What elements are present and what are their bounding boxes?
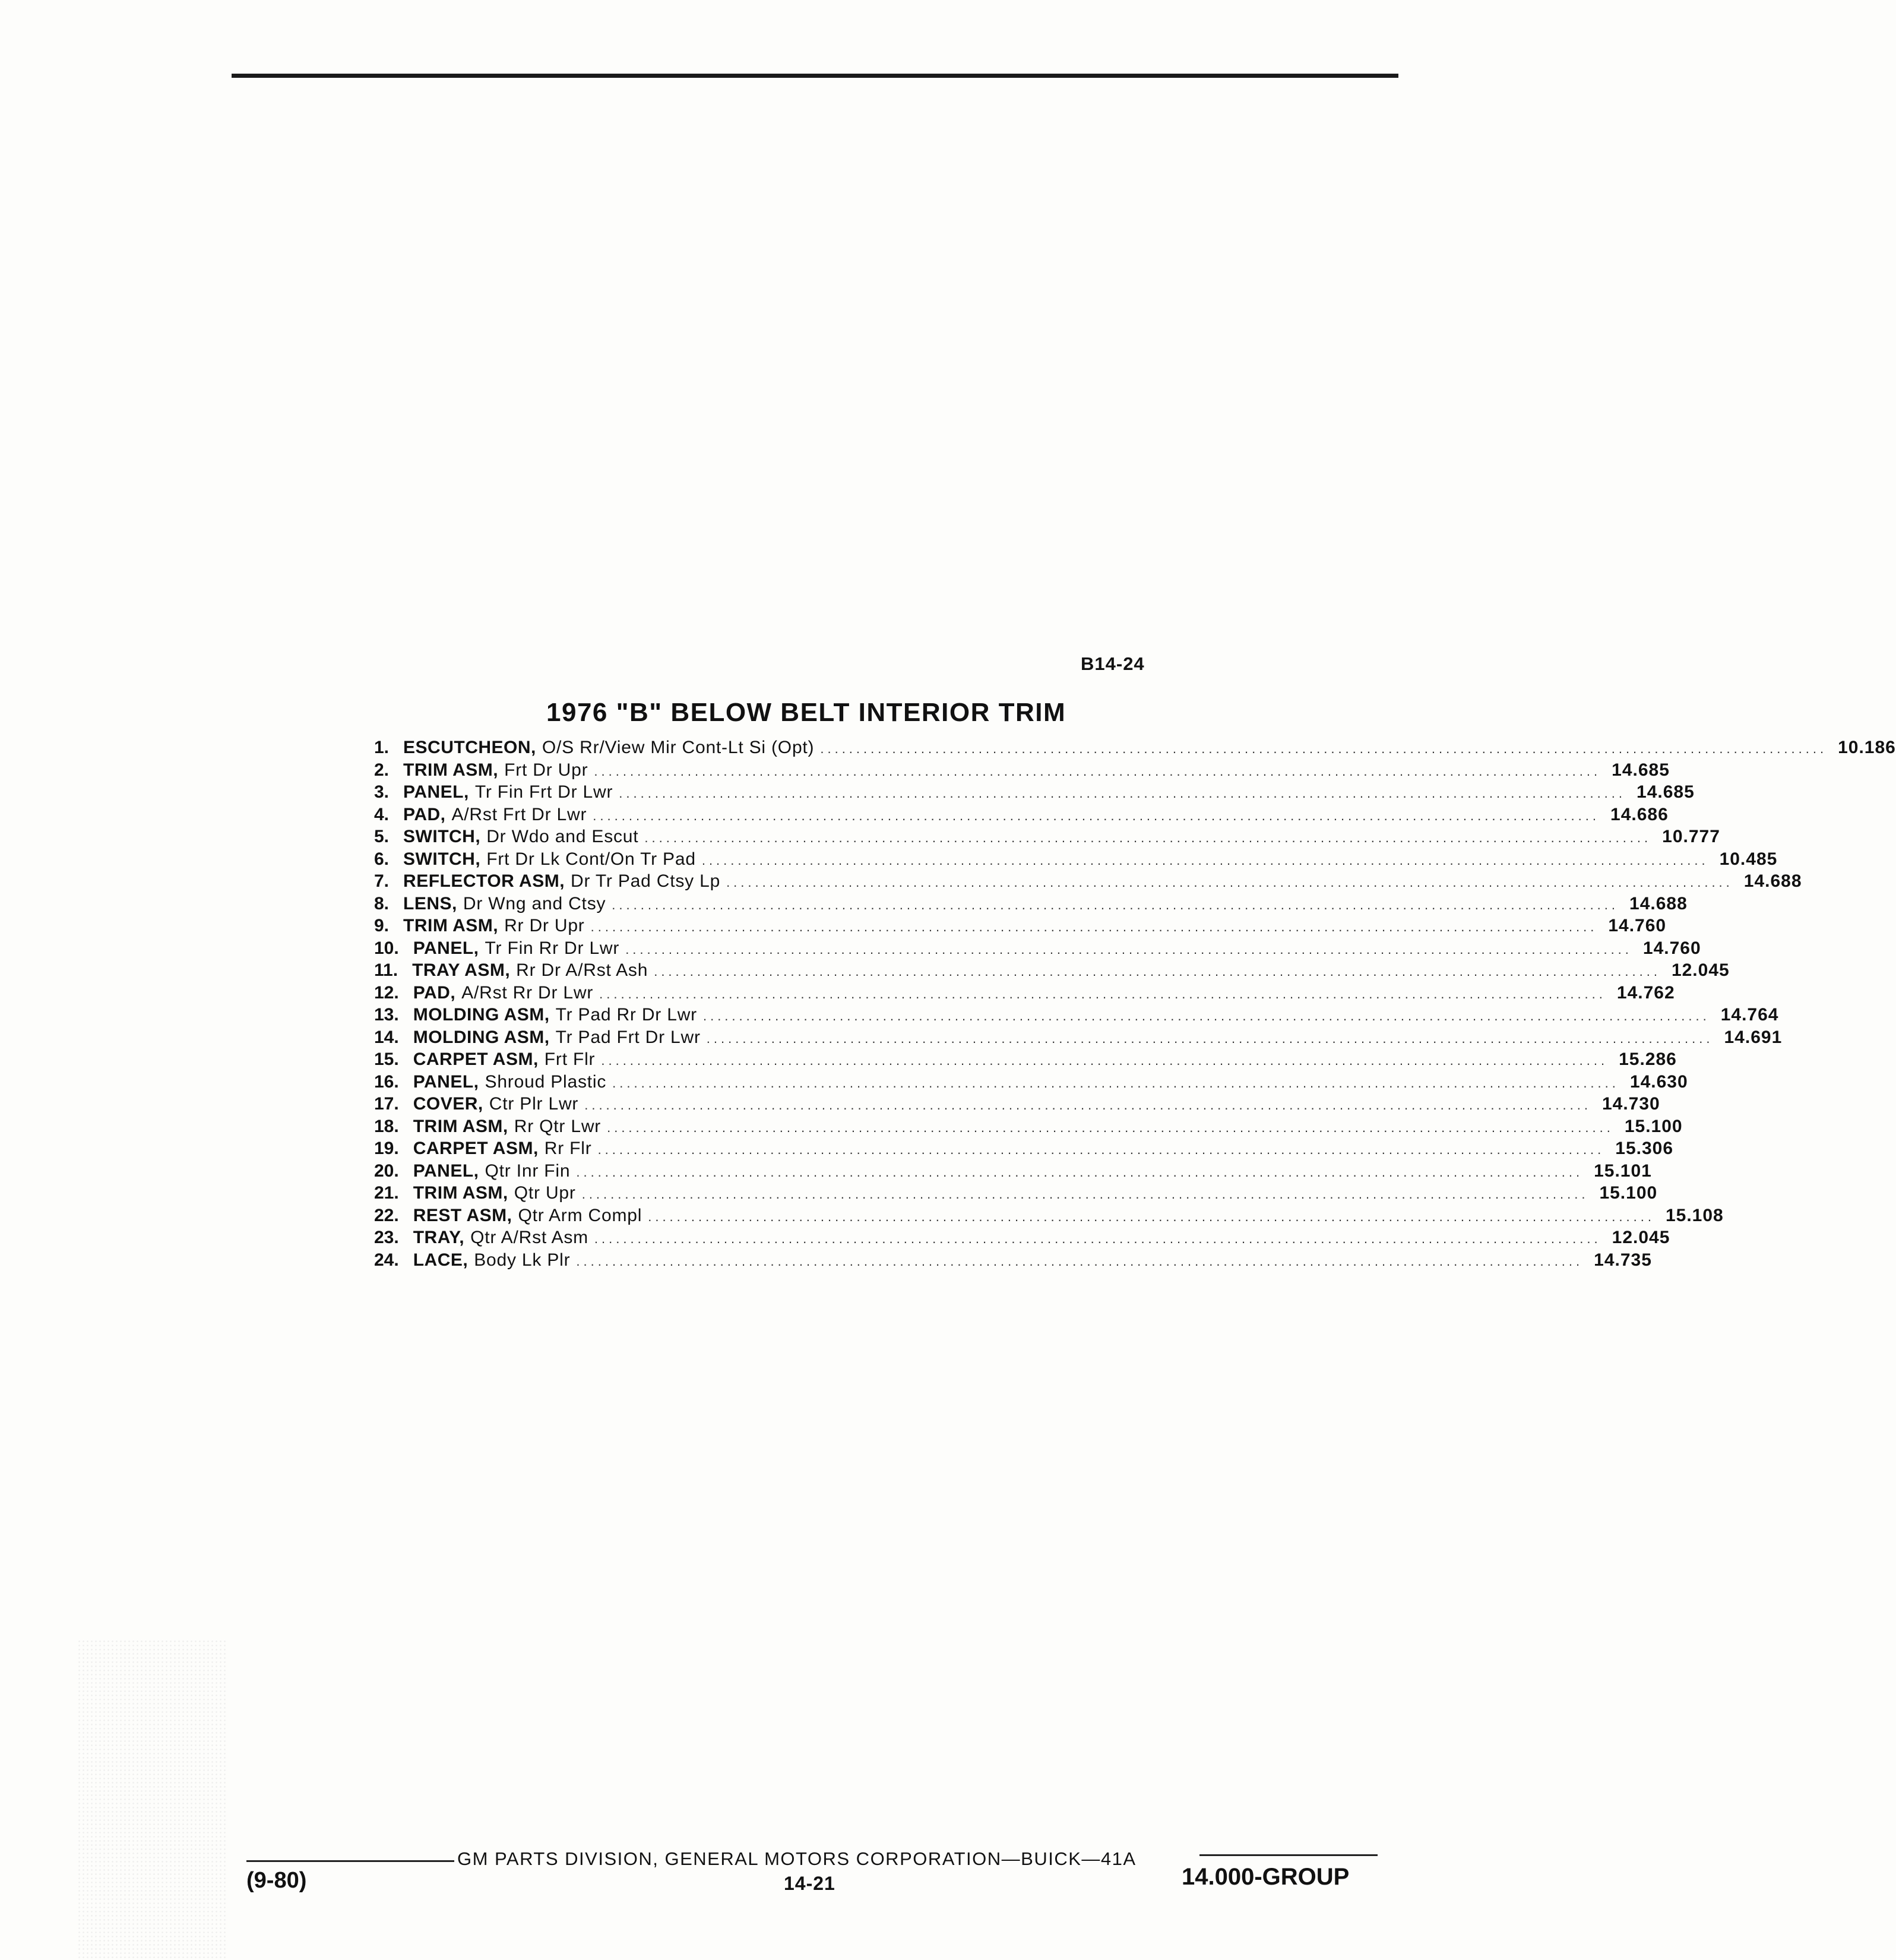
group-code: 14.000-GROUP [1182,1864,1350,1890]
item-number: 20. [374,1161,399,1181]
reference-number: 14.630 [1629,1071,1688,1092]
item-number: 6. [374,849,390,869]
part-description: Rr Dr Upr [504,916,585,935]
part-name: PANEL, [413,938,479,958]
reference-number: 12.045 [1612,1228,1670,1247]
item-number: 22. [374,1205,399,1225]
list-item [374,826,1720,848]
item-number: 17. [374,1094,399,1114]
page-number: 14-21 [784,1873,835,1894]
item-number: 13. [374,1005,399,1025]
list-item [374,1137,1674,1160]
item-number: 16. [374,1071,399,1092]
leader-dots: ............................................................................................................................................ [820,741,1828,756]
leader-dots: ............................................................................................................................................ [597,1142,1605,1157]
item-number: 7. [374,871,390,891]
part-name: REFLECTOR ASM, [403,871,565,891]
list-item [374,1160,1652,1183]
reference-number: 14.685 [1637,782,1695,802]
part-description: Dr Wng and Ctsy [463,893,606,913]
part-name: COVER, [413,1094,483,1114]
list-item [374,1226,1670,1249]
leader-dots: ............................................................................................................................................ [601,1053,1609,1068]
part-name: LACE, [413,1250,469,1270]
parts-list [374,736,1896,1271]
leader-dots: ............................................................................................................................................ [576,1164,1584,1180]
reference-number: 14.685 [1612,760,1670,780]
part-description: Rr Dr A/Rst Ash [516,960,648,980]
part-name: PANEL, [413,1161,479,1181]
leader-dots: ............................................................................................................................................ [590,919,1598,934]
part-name: CARPET ASM, [413,1139,539,1158]
leader-dots: ............................................................................................................................................ [584,1098,1591,1112]
item-number: 4. [374,804,390,824]
item-number: 8. [374,893,390,913]
list-item [374,848,1778,871]
leader-dots: ............................................................................................................................................ [619,786,1626,801]
part-description: Qtr Inr Fin [485,1161,571,1181]
part-description: A/Rst Frt Dr Lwr [451,804,587,824]
reference-number: 14.762 [1616,982,1675,1003]
reference-number: 14.760 [1642,938,1701,958]
reference-number: 14.760 [1608,916,1667,935]
part-description: Rr Flr [544,1139,592,1158]
leader-dots: ............................................................................................................................................ [644,830,1652,845]
leader-dots: ............................................................................................................................................ [593,808,1600,823]
part-description: Dr Tr Pad Ctsy Lp [571,871,721,891]
item-number: 24. [374,1250,399,1270]
leader-dots: ............................................................................................................................................ [576,1253,1584,1269]
reference-number: 15.108 [1665,1205,1724,1225]
reference-number: 14.686 [1610,804,1669,824]
part-name: TRIM ASM, [413,1116,508,1136]
list-item [374,736,1896,759]
part-description: Tr Pad Frt Dr Lwr [555,1027,701,1047]
part-description: Tr Fin Rr Dr Lwr [485,938,620,958]
leader-dots: ............................................................................................................................................ [706,1030,1714,1046]
part-description: A/Rst Rr Dr Lwr [461,982,594,1003]
list-item [374,1115,1683,1138]
part-description: Qtr Arm Compl [518,1205,642,1225]
page-title: 1976 "B" BELOW BELT INTERIOR TRIM [546,698,1066,727]
part-name: MOLDING ASM, [413,1005,550,1025]
leader-dots: ............................................................................................................................................ [648,1209,1655,1224]
list-item [374,915,1667,937]
reference-number: 10.777 [1662,827,1720,846]
leader-dots: ............................................................................................................................................ [726,875,1733,890]
list-item [374,1048,1677,1071]
part-description: Qtr A/Rst Asm [470,1228,588,1247]
part-name: TRIM ASM, [403,916,499,935]
list-item [374,759,1670,782]
item-number: 12. [374,982,399,1003]
scan-speckle [77,1639,226,1960]
list-item [374,982,1675,1004]
list-item [374,870,1802,893]
part-name: TRIM ASM, [413,1183,508,1203]
part-description: Rr Qtr Lwr [514,1116,602,1136]
list-item [374,1249,1652,1272]
item-number: 23. [374,1228,399,1247]
reference-number: 14.691 [1724,1027,1783,1047]
part-name: PAD, [403,804,446,824]
reference-number: 15.100 [1599,1183,1658,1203]
part-name: PAD, [413,982,456,1003]
item-number: 18. [374,1116,399,1136]
list-item [374,1071,1688,1093]
item-number: 5. [374,827,390,846]
figure-code: B14-24 [1081,653,1145,674]
publisher-line: GM PARTS DIVISION, GENERAL MOTORS CORPORATION—BUICK—41A [457,1848,1137,1869]
part-name: TRAY ASM, [412,960,511,980]
leader-dots: ............................................................................................................................................ [654,964,1661,979]
part-description: O/S Rr/View Mir Cont-Lt Si (Opt) [542,738,815,757]
part-description: Ctr Plr Lwr [489,1094,579,1114]
reference-number: 15.306 [1615,1139,1674,1158]
reference-number: 14.688 [1743,871,1802,891]
leader-dots: ............................................................................................................................................ [612,897,1619,912]
part-description: Qtr Upr [514,1183,576,1203]
footer-right-rule [1199,1854,1378,1856]
reference-number: 10.485 [1719,849,1778,869]
part-description: Tr Pad Rr Dr Lwr [555,1005,697,1025]
item-number: 3. [374,782,390,802]
item-number: 19. [374,1139,399,1158]
part-description: Tr Fin Frt Dr Lwr [474,782,613,802]
edition-date: (9-80) [246,1868,307,1893]
item-number: 10. [374,938,399,958]
item-number: 15. [374,1049,399,1069]
part-description: Dr Wdo and Escut [486,827,639,846]
leader-dots: ............................................................................................................................................ [594,1231,1601,1246]
item-number: 2. [374,760,390,780]
part-name: ESCUTCHEON, [403,738,536,757]
leader-dots: ............................................................................................................................................ [607,1120,1614,1135]
reference-number: 14.764 [1720,1005,1779,1025]
part-name: LENS, [403,893,457,913]
item-number: 14. [374,1027,399,1047]
part-name: SWITCH, [403,849,481,869]
list-item [374,1093,1660,1115]
part-description: Body Lk Plr [474,1250,571,1270]
part-name: REST ASM, [413,1205,512,1225]
reference-number: 14.735 [1594,1250,1652,1270]
part-description: Shroud Plastic [485,1071,607,1092]
list-item [374,893,1688,915]
list-item [374,959,1730,982]
leader-dots: ............................................................................................................................................ [702,1009,1710,1023]
reference-number: 15.101 [1594,1161,1652,1181]
reference-number: 14.730 [1601,1094,1660,1114]
leader-dots: ............................................................................................................................................ [625,941,1632,957]
reference-number: 15.100 [1624,1116,1683,1136]
leader-dots: ............................................................................................................................................ [701,852,1709,868]
header-rule [232,74,1398,78]
part-description: Frt Flr [544,1049,596,1069]
footer-left-rule [246,1860,454,1862]
part-name: TRIM ASM, [403,760,499,780]
part-name: TRAY, [413,1228,465,1247]
part-name: SWITCH, [403,827,481,846]
list-item [374,1205,1724,1227]
item-number: 21. [374,1183,399,1203]
item-number: 11. [374,960,398,980]
part-name: MOLDING ASM, [413,1027,550,1047]
reference-number: 14.688 [1629,893,1688,913]
list-item [374,804,1669,826]
item-number: 1. [374,738,390,757]
item-number: 9. [374,916,390,935]
list-item [374,1004,1779,1026]
list-item [374,1182,1658,1205]
part-description: Frt Dr Lk Cont/On Tr Pad [486,849,696,869]
leader-dots: ............................................................................................................................................ [594,763,1601,779]
reference-number: 10.186 [1838,738,1896,757]
list-item [374,781,1695,804]
part-name: CARPET ASM, [413,1049,539,1069]
leader-dots: ............................................................................................................................................ [612,1075,1619,1090]
reference-number: 15.286 [1619,1049,1677,1069]
reference-number: 12.045 [1671,960,1730,980]
part-name: PANEL, [403,782,469,802]
leader-dots: ............................................................................................................................................ [599,986,1606,1001]
list-item [374,937,1701,960]
list-item [374,1026,1783,1049]
part-description: Frt Dr Upr [504,760,588,780]
leader-dots: ............................................................................................................................................ [581,1187,1589,1202]
part-name: PANEL, [413,1071,479,1092]
